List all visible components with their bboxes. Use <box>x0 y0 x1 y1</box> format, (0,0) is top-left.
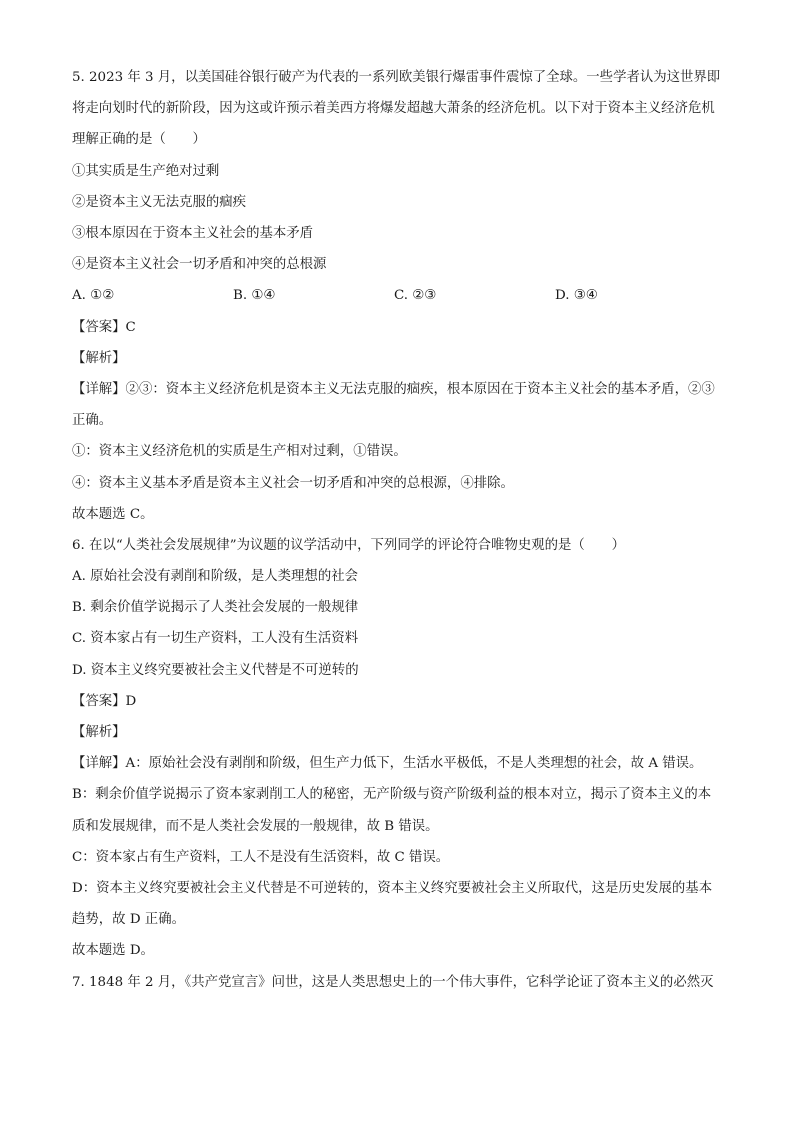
question-5-analysis-1: 【详解】②③：资本主义经济危机是资本主义无法克服的痼疾，根本原因在于资本主义社会的基本矛盾，②③正确。 <box>72 381 715 429</box>
question-6-answer: 【答案】D <box>72 693 137 709</box>
question-5-item-3: ③根本原因在于资本主义社会的基本矛盾 <box>72 225 314 241</box>
question-6-option-c: C. 资本家占有一切生产资料，工人没有生活资料 <box>72 631 359 647</box>
question-5-analysis-2: ①：资本主义经济危机的实质是生产相对过剩，①错误。 <box>72 444 407 460</box>
question-6-option-b: B. 剩余价值学说揭示了人类社会发展的一般规律 <box>72 600 359 616</box>
option-b: B. ①④ <box>233 288 276 304</box>
question-5-options <box>72 280 724 311</box>
question-6-conclusion: 故本题选 D。 <box>72 943 154 959</box>
option-c: C. ②③ <box>394 288 437 304</box>
question-5-analysis-label: 【解析】 <box>72 350 126 366</box>
question-6-analysis-label: 【解析】 <box>72 725 126 741</box>
question-6-analysis-c: C：资本家占有生产资料，工人不是没有生活资料，故 C 错误。 <box>72 849 450 865</box>
question-5-item-2: ②是资本主义无法克服的痼疾 <box>72 194 247 210</box>
question-6-option-d: D. 资本主义终究要被社会主义代替是不可逆转的 <box>72 662 359 678</box>
question-5-analysis-3: ④：资本主义基本矛盾是资本主义社会一切矛盾和冲突的总根源，④排除。 <box>72 475 514 491</box>
question-6-option-a: A. 原始社会没有剥削和阶级，是人类理想的社会 <box>72 569 358 585</box>
question-5-item-1: ①其实质是生产绝对过剩 <box>72 163 220 179</box>
question-6-stem: 6. 在以“人类社会发展规律”为议题的议学活动中，下列同学的评论符合唯物史观的是（ ） <box>72 537 625 553</box>
question-7-stem: 7. 1848 年 2 月，《共产党宣言》问世，这是人类思想史上的一个伟大事件，它科学论证了资本主义的必然灭 <box>72 974 714 990</box>
question-5-item-4: ④是资本主义社会一切矛盾和冲突的总根源 <box>72 257 327 273</box>
document-page <box>72 62 724 998</box>
question-5-stem: 5. 2023 年 3 月，以美国硅谷银行破产为代表的一系列欧美银行爆雷事件震惊了全球。一些学者认为这世界即将走向划时代的新阶段，因为这或许预示着美西方将爆发超越大萧条的经济危机。以下对于资本主义经济危机理解正确的是（ ） <box>72 70 721 148</box>
question-6-analysis-d: D：资本主义终究要被社会主义代替是不可逆转的，资本主义终究要被社会主义所取代，这是历史发展的基本趋势，故 D 正确。 <box>72 881 713 928</box>
question-6-analysis-a: 【详解】A：原始社会没有剥削和阶级，但生产力低下，生活水平极低，不是人类理想的社会，故 A 错误。 <box>72 756 703 772</box>
question-5-answer: 【答案】C <box>72 319 136 335</box>
question-6-analysis-b: B：剩余价值学说揭示了资本家剥削工人的秘密，无产阶级与资产阶级利益的根本对立，揭示了资本主义的本质和发展规律，而不是人类社会发展的一般规律，故 B 错误。 <box>72 787 712 834</box>
question-5-conclusion: 故本题选 C。 <box>72 506 154 522</box>
option-a: A. ①② <box>72 288 115 304</box>
option-d: D. ③④ <box>555 288 598 304</box>
